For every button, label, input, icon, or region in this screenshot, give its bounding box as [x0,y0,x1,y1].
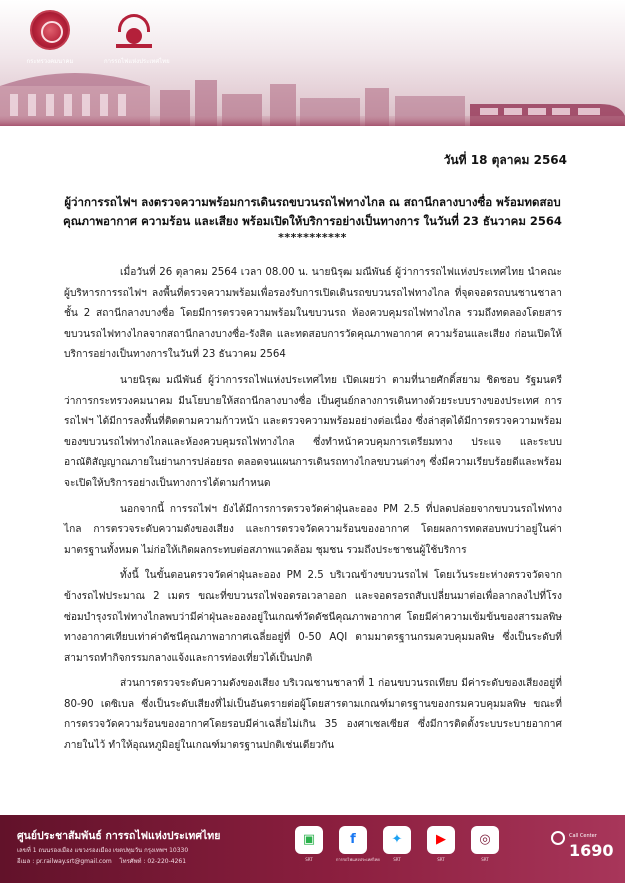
call-center-label: Call Center [569,833,597,839]
youtube-icon: ▶ [436,832,446,847]
social-link-twitter[interactable]: ✦ SRT [380,826,414,862]
body-paragraph: ส่วนการตรวจระดับความดังของเสียง บริเวณชานชาลาที่ 1 ก่อนขบวนรถเทียบ มีค่าระดับของเสียงอยู่ที่ 80-90 เดซิเบล ซึ่งเป็นระดับเสียงที่ไม่เป็นอันตรายต่อผู้โดยสารตามเกณฑ์มาตรฐานของกรมควบคุมมลพิษ ขณะที่การตรวจวัดความร้อนของอากาศโดยรอบมีค่าเฉลี่ยไม่เกิน 35 องศาเซลเซียส ซึ่งมีการติดตั้งระบบระบายอากาศภายในไว้ ทำให้อุณหภูมิอยู่ในเกณฑ์มาตรฐานปกติเช่นเดียวกัน [64,678,562,752]
social-link-facebook[interactable]: f การรถไฟแห่งประเทศไทย [336,826,370,862]
release-date: วันที่ 18 ตุลาคม 2564 [443,153,567,167]
srt-logo-caption: การรถไฟแห่งประเทศไทย [104,58,170,65]
headline-line: คุณภาพอากาศ ความร้อน และเสียง พร้อมเปิดให้บริการอย่างเป็นทางการ ในวันที่ 23 ธันวาคม 2564 [63,214,562,228]
footer-bar [0,815,625,883]
footer-contact [17,856,186,866]
call-center-number: 1690 [569,841,614,860]
body-paragraph: ทั้งนี้ ในขั้นตอนตรวจวัดค่าฝุ่นละออง PM 2.5 บริเวณข้างขบวนรถไฟ โดยเว้นระยะห่างตรวจวัดจากข้างรถไฟประมาณ 2 เมตร ขณะที่ขบวนรถไฟจอดรอเวลาออก และจอดรอรถสับเปลี่ยนมาต่อเพื่อลากลงไปที่โรงซ่อมบำรุงรถไฟทางไกลพบว่ามีค่าฝุ่นละอองอยู่ในเกณฑ์วัดดัชนีคุณภาพอากาศ โดยมีค่าความเข้มข้นของสารมลพิษทางอากาศเทียบเท่าค่าดัชนีคุณภาพอากาศเฉลี่ยอยู่ที่ 0-50 AQI ตามมาตรฐานกรมควบคุมมลพิษ ซึ่งเป็นระดับที่สามารถทำกิจกรรมกลางแจ้งและการท่องเที่ยวได้เป็นปกติ [64,570,562,664]
headline-separator: *********** [278,231,347,244]
srt-logo [104,10,170,66]
footer-phone[interactable]: โทรศัพท์ : 02-220-4261 [119,858,187,865]
footer-email[interactable]: อีเมล : pr.railway.srt@gmail.com [17,858,112,865]
phone-icon [551,831,565,845]
line-official-icon: ▣ [302,832,316,847]
press-release-body [64,263,562,762]
social-links [292,826,502,862]
facebook-icon: f [350,832,356,847]
footer-address: เลขที่ 1 ถนนรองเมือง แขวงรองเมือง เขตปทุมวัน กรุงเทพฯ 10330 [17,847,189,854]
srt-emblem-icon [114,10,154,50]
footer-org-name: ศูนย์ประชาสัมพันธ์ การรถไฟแห่งประเทศไทย [17,830,221,842]
headline [30,193,595,245]
ministry-logo [20,10,80,66]
station-and-train-illustration [0,64,625,126]
social-link-youtube[interactable]: ▶ SRT [424,826,458,862]
ministry-logo-caption: กระทรวงคมนาคม [26,58,74,65]
letterhead-banner [0,0,625,126]
headline-line: ผู้ว่าการรถไฟฯ ลงตรวจความพร้อมการเดินรถขบวนรถไฟทางไกล ณ สถานีกลางบางซื่อ พร้อมทดสอบ [64,195,561,209]
body-paragraph: นายนิรุฒ มณีพันธ์ ผู้ว่าการรถไฟแห่งประเทศไทย เปิดเผยว่า ตามที่นายศักดิ์สยาม ชิดชอบ รัฐมนตรีว่าการกระทรวงคมนาคม มีนโยบายให้สถานีกลางบางซื่อ เป็นศูนย์กลางการเดินทางด้วยระบบรางของประเทศ การรถไฟฯ ได้มีการลงพื้นที่ติดตามความก้าวหน้า และตรวจความพร้อมอย่างต่อเนื่อง ซึ่งล่าสุดได้มีการตรวจความพร้อมของขบวนรถไฟทางไกลและห้องควบคุมรถไฟทางไกล ซึ่งทำหน้าควบคุมการเตรียมทาง ประแจ และระบบอาณัติสัญญาณภายในย่านการปล่อยรถ ตลอดจนแผนการเดินรถทางไกลขบวนต่างๆ ซึ่งมีความเรียบร้อยดีและพร้อมจะเปิดให้บริการอย่างเป็นทางการได้ตามกำหนด [64,374,562,489]
website-icon: ◎ [479,832,491,847]
ministry-seal-icon [30,10,70,50]
social-link-line[interactable]: ▣ SRT [292,826,326,862]
body-paragraph: นอกจากนี้ การรถไฟฯ ยังได้มีการการตรวจวัดค่าฝุ่นละออง PM 2.5 ที่ปลดปล่อยจากขบวนรถไฟทางไกล การตรวจระดับความดังของเสียง และการตรวจวัดความร้อนของอากาศ โดยผลการทดสอบพบว่าอยู่ในค่ามาตรฐานทั้งหมด ไม่ก่อให้เกิดผลกระทบต่อสภาพแวดล้อม ชุมชน รวมถึงประชาชนผู้ใช้บริการ [64,503,562,556]
twitter-icon: ✦ [391,832,403,847]
body-paragraph: เมื่อวันที่ 26 ตุลาคม 2564 เวลา 08.00 น. นายนิรุฒ มณีพันธ์ ผู้ว่าการรถไฟแห่งประเทศไทย นำคณะผู้บริหารการรถไฟฯ ลงพื้นที่ตรวจความพร้อมเพื่อรองรับการเปิดเดินรถขบวนรถไฟทางไกล ที่จุดจอดรถบนชานชาลาชั้น 2 สถานีกลางบางซื่อ โดยมีการตรวจความพร้อมในขบวนรถ ห้องควบคุมรถไฟทางไกล รวมถึงทดลองโดยสารขบวนรถไฟทางไกลจากสถานีกลางบางซื่อ-รังสิต และทดสอบการวัดคุณภาพอากาศ ความร้อนและเสียง ก่อนเปิดให้บริการอย่างเป็นทางการในวันที่ 23 ธันวาคม 2564 [64,267,562,361]
social-link-website[interactable]: ◎ SRT [468,826,502,862]
logo-group [20,10,170,66]
